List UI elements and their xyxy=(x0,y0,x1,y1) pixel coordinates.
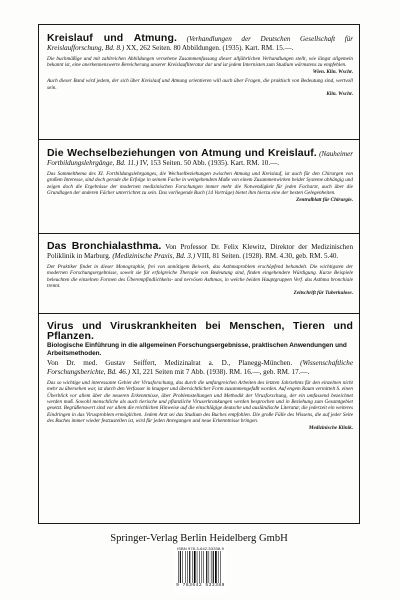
book-title: Kreislauf und Atmung. xyxy=(47,32,177,44)
barcode-bars xyxy=(177,551,224,583)
divider xyxy=(39,139,359,140)
book-details: IV, 153 Seiten. 50 Abb. (1935). Kart. RM. 10.—. xyxy=(140,159,279,167)
barcode-bar xyxy=(178,551,179,583)
author-info: Von Professor Dr. Felix Klewitz, Direktor der Medizinischen Poliklinik in Marburg. xyxy=(47,243,353,260)
book-title: Virus und Viruskrankheiten bei Menschen, Tieren und Pflanzen. xyxy=(47,320,353,342)
book-title: Das Bronchialasthma. xyxy=(47,240,162,252)
review-text: Das so wichtige und interessante Gebiet der Virusforschung, das durch die umfangreichen Arbeiten des letzten Jahrzehnts für den einzelnen nicht mehr zu übersehen war, ist durch den Verfasser in knapper und übersichtlicher Form zusammengefaßt worden. Auf engem Raum vermittelt S. einen Überblick vor allem über die neueren Erkenntnisse, über Problemstellungen und Methodik der Virusforschung, der ein umfassend bezeichnet werden muß. Sowohl menschliche als auch tierische und pflanzliche Viruserkrankungen werden besprochen und in Beziehung zum Gesamtgebiet gesetzt. Begrüßenswert sind vor allem die reichlichen Hinweise auf die einschlägige deutsche und ausländische Literatur, die jederzeit ein weiteres Eindringen in das Virusproblem ermöglichen. Jedem Arzt sei das Studium des Buches empfohlen. Die große Fülle des Wissens, die auf jeder Seite des Buches immer wieder festzustellen ist, wird für jeden Anregungen und neue Erkenntnisse bringen. xyxy=(47,379,353,425)
barcode-bar xyxy=(211,551,212,583)
barcode-bar xyxy=(220,551,221,583)
review-text: Auch dieser Band wird jedem, der sich über Kreislauf und Atmung orientieren will auch über Fragen, die praktisch von Bedeutung sind, wertvoll sein. xyxy=(47,78,353,91)
series-info: (Medizinische Praxis, Bd. 3.) xyxy=(112,252,196,260)
barcode-bar xyxy=(187,551,188,583)
book-entry-bronchialasthma xyxy=(47,242,353,296)
barcode-bar xyxy=(203,551,204,583)
barcode-bar xyxy=(180,551,181,583)
barcode-bar xyxy=(202,551,203,583)
book-subtitle: Biologische Einführung in die allgemeinen Forschungsergebnisse, praktischen Anwendungen und Arbeitsmethoden. xyxy=(47,342,347,358)
review-source: Wien. Klin. Wschr. xyxy=(312,68,353,75)
book-entry-kreislauf-und-atmung xyxy=(47,34,353,97)
review-source: Zentralblatt für Chirurgie. xyxy=(296,196,353,203)
barcode-bar xyxy=(197,551,198,583)
divider xyxy=(39,233,359,234)
book-details: XX, 262 Seiten. 80 Abbildungen. (1935). Kart. RM. 15.—. xyxy=(125,44,294,52)
barcode-bar xyxy=(185,551,186,583)
barcode-bar xyxy=(206,551,207,583)
series-info: (Nauheimer Fortbildungslehrgänge, Bd. 11.) xyxy=(47,150,353,167)
book-details: VIII, 81 Seiten. (1928). RM. 4.30, geb. RM. 5.40. xyxy=(196,252,339,260)
barcode-bar xyxy=(209,551,210,583)
review-text: Das Sammelthema des XI. Fortbildungslehrganges, die Wechselbeziehungen zwischen Atmung und Kreislauf, ist auch für den Chirurgen von großem Interesse, sind doch gerade die Erfolge in seinem Fache in weitgehendem Maße von einem Zusammenwirken beider Systeme abhängig und zeigen doch die Ergebnisse der modernen medizinischen Forschungen immer mehr die Notwendigkeit für jeden Facharzt, auch über die Grundlagen der anderen Fächer unterrichtet zu sein. Das vorliegende Buch (14 Vorträge) bietet ihm hierzu eine der besten Gelegenheiten. xyxy=(47,171,353,197)
barcode-bar xyxy=(218,551,219,583)
review-source: Medizinische Klinik. xyxy=(308,424,353,431)
isbn-label: ISBN 978-3-642-53338-9 xyxy=(177,546,224,551)
advertisement-frame xyxy=(38,24,360,524)
barcode-bar xyxy=(199,551,200,583)
book-title: Die Wechselbeziehungen von Atmung und Kreislauf. xyxy=(47,147,317,159)
author-info: Von Dr. med. Gustav Seiffert, Medizinalrat a. D., Planegg-München. xyxy=(47,358,293,367)
barcode-bar xyxy=(215,551,217,583)
divider xyxy=(39,313,359,314)
barcode-block xyxy=(174,546,227,593)
barcode-bar xyxy=(182,551,183,583)
barcode-bar xyxy=(189,551,190,583)
review-source: Klin. Wschr. xyxy=(326,91,353,98)
barcode-bar xyxy=(192,551,193,583)
review-text: Die buchmäßige und mit zahlreichen Abbildungen versehene Zusammenfassung dieser alljährlichen Verhandlungen stellt, wie längst allgemein bekannt ist, eine anerkennenswerte Bereicherung unserer Kreislaufliteratur dar und ist jedem Internisten zum Studium wärmstens zu empfehlen. xyxy=(47,56,353,69)
series-info: (Verhandlungen der Deutschen Gesellschaft für Kreislaufforschung, Bd. 8.) xyxy=(47,35,353,52)
series-info: (Wissenschaftliche Forschungsberichte, Bd. 46.) xyxy=(47,358,353,376)
book-entry-wechselbeziehungen xyxy=(47,149,353,203)
ean-digits: 9 783642 533389 xyxy=(176,583,225,588)
book-entry-virus xyxy=(47,322,353,431)
publisher-name: Springer-Verlag Berlin Heidelberg GmbH xyxy=(110,533,288,544)
book-details: XI, 221 Seiten mit 7 Abb. (1938). RM. 16.—, geb. RM. 17.—. xyxy=(131,367,310,376)
barcode-bar xyxy=(213,551,214,583)
review-source: Zeitschrift für Tuberkulose. xyxy=(293,289,353,296)
review-text: Der Praktiker findet in dieser Monographie, frei von unnötigem Beiwerk, das Asthmaproblem erschöpfend behandelt. Die wichtigsten der modernen Forschungsergebnisse, soweit sie für erfolgreiche Therapie von Bedeutung sind, finden eingehendere Würdigung. Kurze Beispiele beleuchten die einzelnen Formen des Überempfindlichkeits- und nervösen Asthmas, in welche beiden Hauptgruppen Verf. das Asthma bronchiale trennt. xyxy=(47,264,353,290)
barcode-bar xyxy=(194,551,196,583)
